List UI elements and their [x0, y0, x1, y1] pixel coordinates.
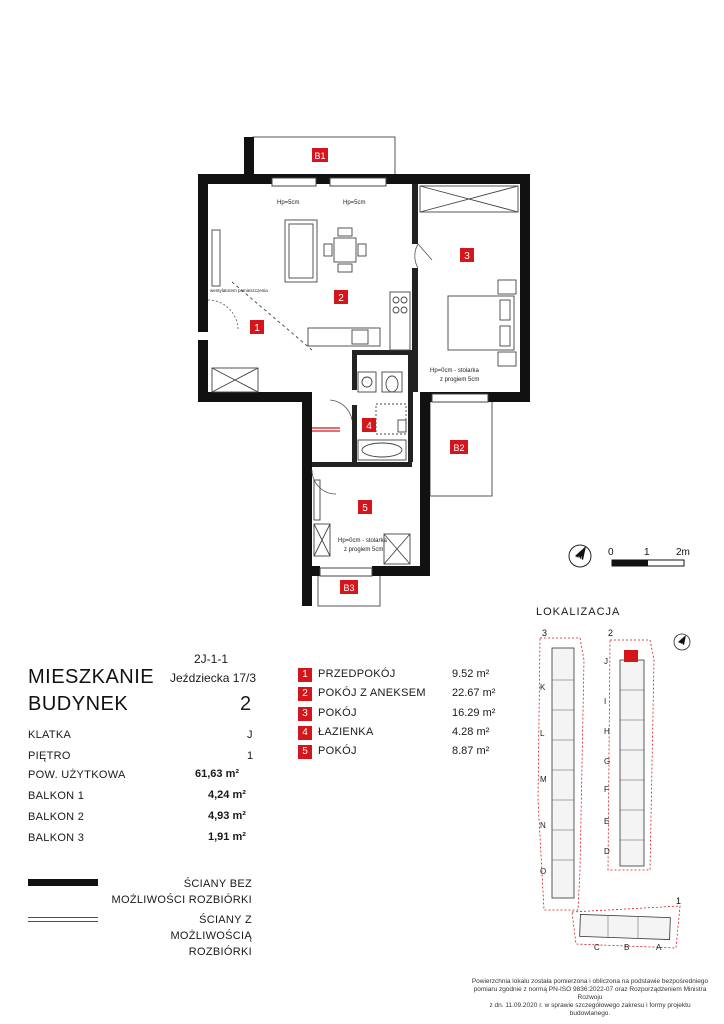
svg-text:O: O [540, 867, 547, 876]
svg-text:H: H [604, 727, 610, 736]
svg-text:D: D [604, 847, 610, 856]
svg-text:N: N [680, 642, 684, 647]
building-label-3: 3 [542, 628, 548, 638]
room-list-area: 22.67 m² [452, 687, 496, 699]
svg-text:J: J [604, 657, 608, 666]
room-list-num: 2 [298, 687, 312, 701]
badge-room-5: 5 [362, 503, 368, 514]
svg-text:M: M [540, 775, 547, 784]
badge-room-3: 3 [464, 251, 470, 262]
removable-walls [312, 428, 340, 431]
room-list-name: POKÓJ [318, 745, 357, 757]
room-list-num: 4 [298, 726, 312, 740]
note-hp-b: Hp=5cm [343, 200, 366, 206]
svg-text:C: C [594, 943, 600, 950]
note-stolarka3-1: Hp=0cm - stolarka [430, 368, 479, 374]
value-balkon-3: 1,91 m² [208, 831, 246, 843]
label-balkon-3: BALKON 3 [28, 832, 85, 844]
apartment-location-marker [624, 650, 638, 662]
note-wentylacja: wentylatorem pomieszczenia [210, 288, 268, 293]
svg-text:E: E [604, 817, 610, 826]
room-list-num: 1 [298, 668, 312, 682]
value-pow-uzytkowa: 61,63 m² [195, 768, 240, 780]
note-stolarka5-2: z progiem 5cm [344, 547, 384, 553]
svg-text:I: I [604, 697, 607, 706]
location-title: LOKALIZACJA [536, 606, 621, 618]
location-map [500, 620, 724, 950]
label-balkon-2: BALKON 2 [28, 811, 85, 823]
svg-text:K: K [540, 683, 546, 692]
building-label-1: 1 [676, 896, 682, 906]
badge-room-2: 2 [338, 293, 344, 304]
badge-b2: B2 [453, 443, 465, 453]
label-balkon-1: BALKON 1 [28, 790, 85, 802]
building-label-2: 2 [608, 628, 614, 638]
note-stolarka5-1: Hp=0cm - stolarka [338, 538, 387, 544]
room-list-name: POKÓJ [318, 707, 357, 719]
badge-room-4: 4 [366, 421, 372, 432]
badge-b3: B3 [343, 583, 355, 593]
room-list-area: 4.28 m² [452, 726, 490, 738]
svg-text:A: A [656, 943, 662, 950]
svg-text:G: G [604, 757, 611, 766]
label-pietro: PIĘTRO [28, 750, 71, 762]
label-klatka: KLATKA [28, 729, 72, 741]
legend-red-text: ŚCIANY Z MOŻLIWOŚCIĄ ROZBIÓRKI [170, 914, 252, 958]
note-hp-a: Hp=5cm [277, 200, 300, 206]
svg-text:L: L [540, 729, 545, 738]
apartment-code: 2J-1-1 [194, 652, 229, 666]
svg-text:N: N [540, 821, 546, 830]
badge-b1: B1 [314, 151, 326, 161]
svg-text:B: B [624, 943, 630, 950]
room-list-area: 8.87 m² [452, 745, 490, 757]
heading-budynek: BUDYNEK [28, 693, 129, 715]
value-balkon-2: 4,93 m² [208, 810, 246, 822]
scale-bar [608, 547, 690, 566]
address: Jeździecka 17/3 [170, 671, 257, 685]
room-list-name: POKÓJ Z ANEKSEM [318, 687, 426, 699]
value-klatka: J [247, 729, 253, 741]
legend-solid-swatch [28, 879, 98, 886]
scale-1: 1 [644, 547, 650, 558]
legend-solid-text: ŚCIANY BEZ MOŻLIWOŚCI ROZBIÓRKI [111, 878, 252, 906]
legend-red-swatch [28, 917, 98, 922]
label-pow-uzytkowa: POW. UŻYTKOWA [28, 769, 126, 781]
svg-text:F: F [604, 785, 609, 794]
room-list-name: ŁAZIENKA [318, 726, 374, 738]
note-stolarka3-2: z progiem 5cm [440, 377, 480, 383]
north-label: N [578, 557, 583, 563]
value-pietro: 1 [247, 750, 254, 762]
north-arrow-icon [569, 545, 591, 567]
heading-mieszkanie: MIESZKANIE [28, 666, 155, 688]
value-balkon-1: 4,24 m² [208, 789, 246, 801]
room-list-area: 9.52 m² [452, 668, 490, 680]
room-list-num: 3 [298, 707, 312, 721]
scale-2: 2m [676, 547, 690, 558]
room-list-area: 16.29 m² [452, 707, 496, 719]
scale-0: 0 [608, 547, 614, 558]
room-list-num: 5 [298, 745, 312, 759]
location-north-icon [674, 634, 690, 650]
badge-room-1: 1 [254, 323, 260, 334]
building-number: 2 [240, 693, 252, 715]
room-list-name: PRZEDPOKÓJ [318, 668, 396, 680]
footnote: Powierzchnia lokalu została pomierzona i obliczona na podstawie bezpośredniego pomiaru zgodnie z normą PN-ISO 9836:2022-07 oraz Rozporządzeniem Ministra Rozwoju z dn. 11.09.2020 r. w sprawie szczegółowego zakresu i formy projektu budowlanego. [471, 978, 709, 1017]
